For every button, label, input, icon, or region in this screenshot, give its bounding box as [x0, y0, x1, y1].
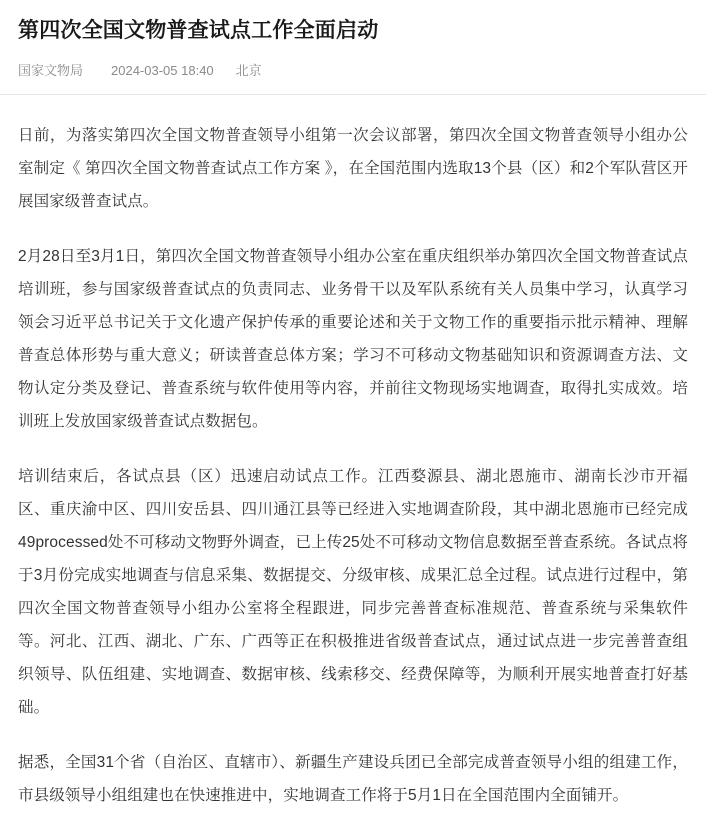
article-paragraph: 日前，为落实第四次全国文物普查领导小组第一次会议部署，第四次全国文物普查领导小组办公室制定《 第四次全国文物普查试点工作方案 》，在全国范围内选取13个县（区）和2个军队营区开展国家级普查试点。 [18, 127, 688, 210]
article-body [0, 119, 706, 836]
article-paragraph: 培训结束后，各试点县（区）迅速启动试点工作。江西婺源县、湖北恩施市、湖南长沙市开福区、重庆渝中区、四川安岳县、四川通江县等已经进入实地调查阶段，其中湖北恩施市已经完成49processed处不可移动文物野外调查，已上传25处不可移动文物信息数据至普查系统。各试点将于3月份完成实地调查与信息采集、数据提交、分级审核、成果汇总全过程。试点进行过程中，第四次全国文物普查领导小组办公室将全程跟进，同步完善普查标准规范、普查系统与采集软件等。河北、江西、湖北、广东、广西等正在积极推进省级普查试点，通过试点进一步完善普查组织领导、队伍组建、实地调查、数据审核、线索移交、经费保障等，为顺利开展实地普查打好基础。 [18, 468, 688, 716]
page-title: 第四次全国文物普查试点工作全面启动 [18, 19, 379, 42]
article-location: 北京 [235, 63, 262, 78]
article-paragraph: 2月28日至3月1日，第四次全国文物普查领导小组办公室在重庆组织举办第四次全国文物普查试点培训班，参与国家级普查试点的负责同志、业务骨干以及军队系统有关人员集中学习，认真学习领会习近平总书记关于文化遗产保护传承的重要论述和关于文物工作的重要指示批示精神、理解普查总体形势与重大意义；研读普查总体方案；学习不可移动文物基础知识和资源调查方法、文物认定分类及登记、普查系统与软件使用等内容，并前往文物现场实地调查，取得扎实成效。培训班上发放国家级普查试点数据包。 [18, 248, 688, 430]
article-datetime: 2024-03-05 18:40 [111, 63, 214, 78]
article-paragraph: 据悉，全国31个省（自治区、直辖市）、新疆生产建设兵团已全部完成普查领导小组的组建工作，市县级领导小组组建也在快速推进中，实地调查工作将于5月1日在全国范围内全面铺开。 [18, 754, 688, 804]
article-meta [0, 46, 706, 80]
article-source: 国家文物局 [18, 63, 84, 78]
header-divider [0, 94, 706, 95]
